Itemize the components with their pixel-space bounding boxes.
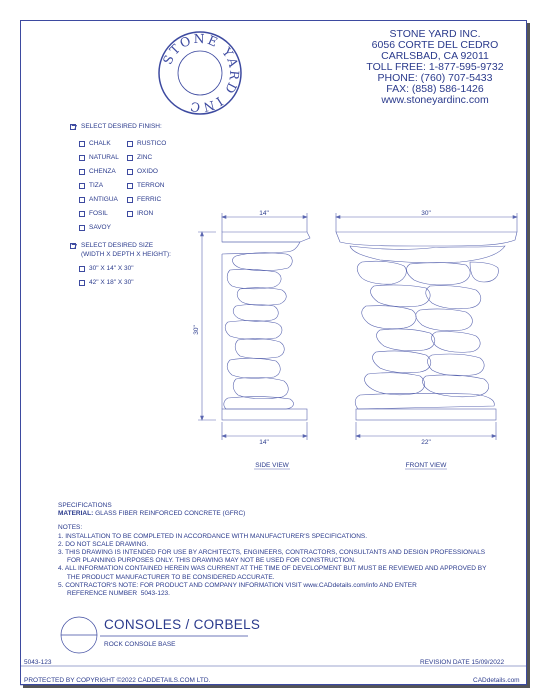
front-view-drawing [336, 213, 517, 440]
specifications-heading: SPECIFICATIONS [58, 502, 112, 509]
material-label: MATERIAL: [58, 510, 94, 518]
drawing-title: CONSOLES / CORBELS [104, 617, 261, 632]
company-website: www.stoneyardinc.com [381, 94, 489, 106]
side-bottom-dimension: 14" [259, 439, 269, 446]
note-4: 4. ALL INFORMATION CONTAINED HEREIN WAS CURRENT AT THE TIME OF DEVELOPMENT BUT MUST BE REVIEWED AND APPROVED BY [58, 565, 487, 573]
size-label-30x14x30: 30" X 14" X 30" [89, 265, 134, 272]
finish-label-chenza: CHENZA [89, 168, 116, 175]
note-3-cont: FOR PLANNING PURPOSES ONLY. THIS DRAWING MAY NOT BE USED FOR CONSTRUCTION. [58, 557, 356, 565]
note-5-cont: REFERENCE NUMBER 5043-123. [58, 590, 170, 598]
company-phone: PHONE: (760) 707-5433 [377, 72, 493, 84]
finish-label-zinc: ZINC [137, 154, 153, 161]
note-3: 3. THIS DRAWING IS INTENDED FOR USE BY ARCHITECTS, ENGINEERS, CONTRACTORS, CONSULTANTS AND DESIGN PROFESSIONALS [58, 549, 486, 557]
finish-label-fosil: FOSIL [89, 210, 108, 217]
copyright-notice: PROTECTED BY COPYRIGHT ©2022 CADDETAILS.COM LTD. [24, 677, 211, 684]
finish-label-antigua: ANTIGUA [89, 196, 118, 203]
finish-label-natural: NATURAL [89, 154, 119, 161]
notes-heading: NOTES: [58, 524, 83, 532]
size-subheading: (WIDTH X DEPTH X HEIGHT): [81, 251, 171, 258]
side-view-drawing [198, 213, 310, 440]
note-5: 5. CONTRACTOR'S NOTE: FOR PRODUCT AND COMPANY INFORMATION VISIT www.CADdetails.com/info AND ENTER [58, 581, 417, 589]
finish-label-terron: TERRON [137, 182, 165, 189]
finish-label-savoy: SAVOY [89, 224, 111, 231]
svg-text:STONE YARD INC: STONE YARD INC [159, 30, 243, 116]
material-value: GLASS FIBER REINFORCED CONCRETE (GFRC) [93, 510, 246, 518]
note-1: 1. INSTALLATION TO BE COMPLETED IN ACCORDANCE WITH MANUFACTURER'S SPECIFICATIONS. [58, 532, 368, 540]
drawing-subtitle: ROCK CONSOLE BASE [104, 641, 176, 648]
company-tollfree: TOLL FREE: 1-877-595-9732 [366, 61, 504, 73]
note-2: 2. DO NOT SCALE DRAWING. [58, 540, 149, 548]
finish-label-chalk: CHALK [89, 140, 111, 147]
finish-heading: SELECT DESIRED FINISH: [81, 123, 162, 130]
drawing-number: 5043-123 [24, 659, 52, 666]
finish-label-oxido: OXIDO [137, 168, 158, 175]
finish-label-iron: IRON [137, 210, 154, 217]
front-bottom-dimension: 22" [421, 439, 431, 446]
company-fax: FAX: (858) 586-1426 [386, 83, 484, 95]
front-top-dimension: 30" [421, 210, 431, 217]
company-address: 6056 CORTE DEL CEDRO [371, 39, 499, 51]
company-city: CARLSBAD, CA 92011 [381, 50, 489, 62]
specifications-block [58, 502, 486, 598]
side-top-dimension: 14" [259, 210, 269, 217]
size-heading: SELECT DESIRED SIZE [81, 242, 154, 249]
revision-date: REVISION DATE 15/09/2022 [420, 659, 505, 666]
finish-label-rustico: RUSTICO [137, 140, 167, 147]
company-name: STONE YARD INC. [389, 28, 481, 40]
note-4-cont: THE PRODUCT MANUFACTURER TO BE CONSIDERED ACCURATE. [58, 573, 275, 581]
finish-label-tiza: TIZA [89, 182, 104, 189]
side-view-label: SIDE VIEW [255, 462, 289, 469]
side-height-dimension: 30" [193, 325, 200, 335]
front-view-label: FRONT VIEW [405, 462, 447, 469]
cad-details-site: CADdetails.com [473, 677, 520, 684]
finish-label-ferric: FERRIC [137, 196, 162, 203]
size-label-42x18x30: 42" X 18" X 30" [89, 279, 134, 286]
